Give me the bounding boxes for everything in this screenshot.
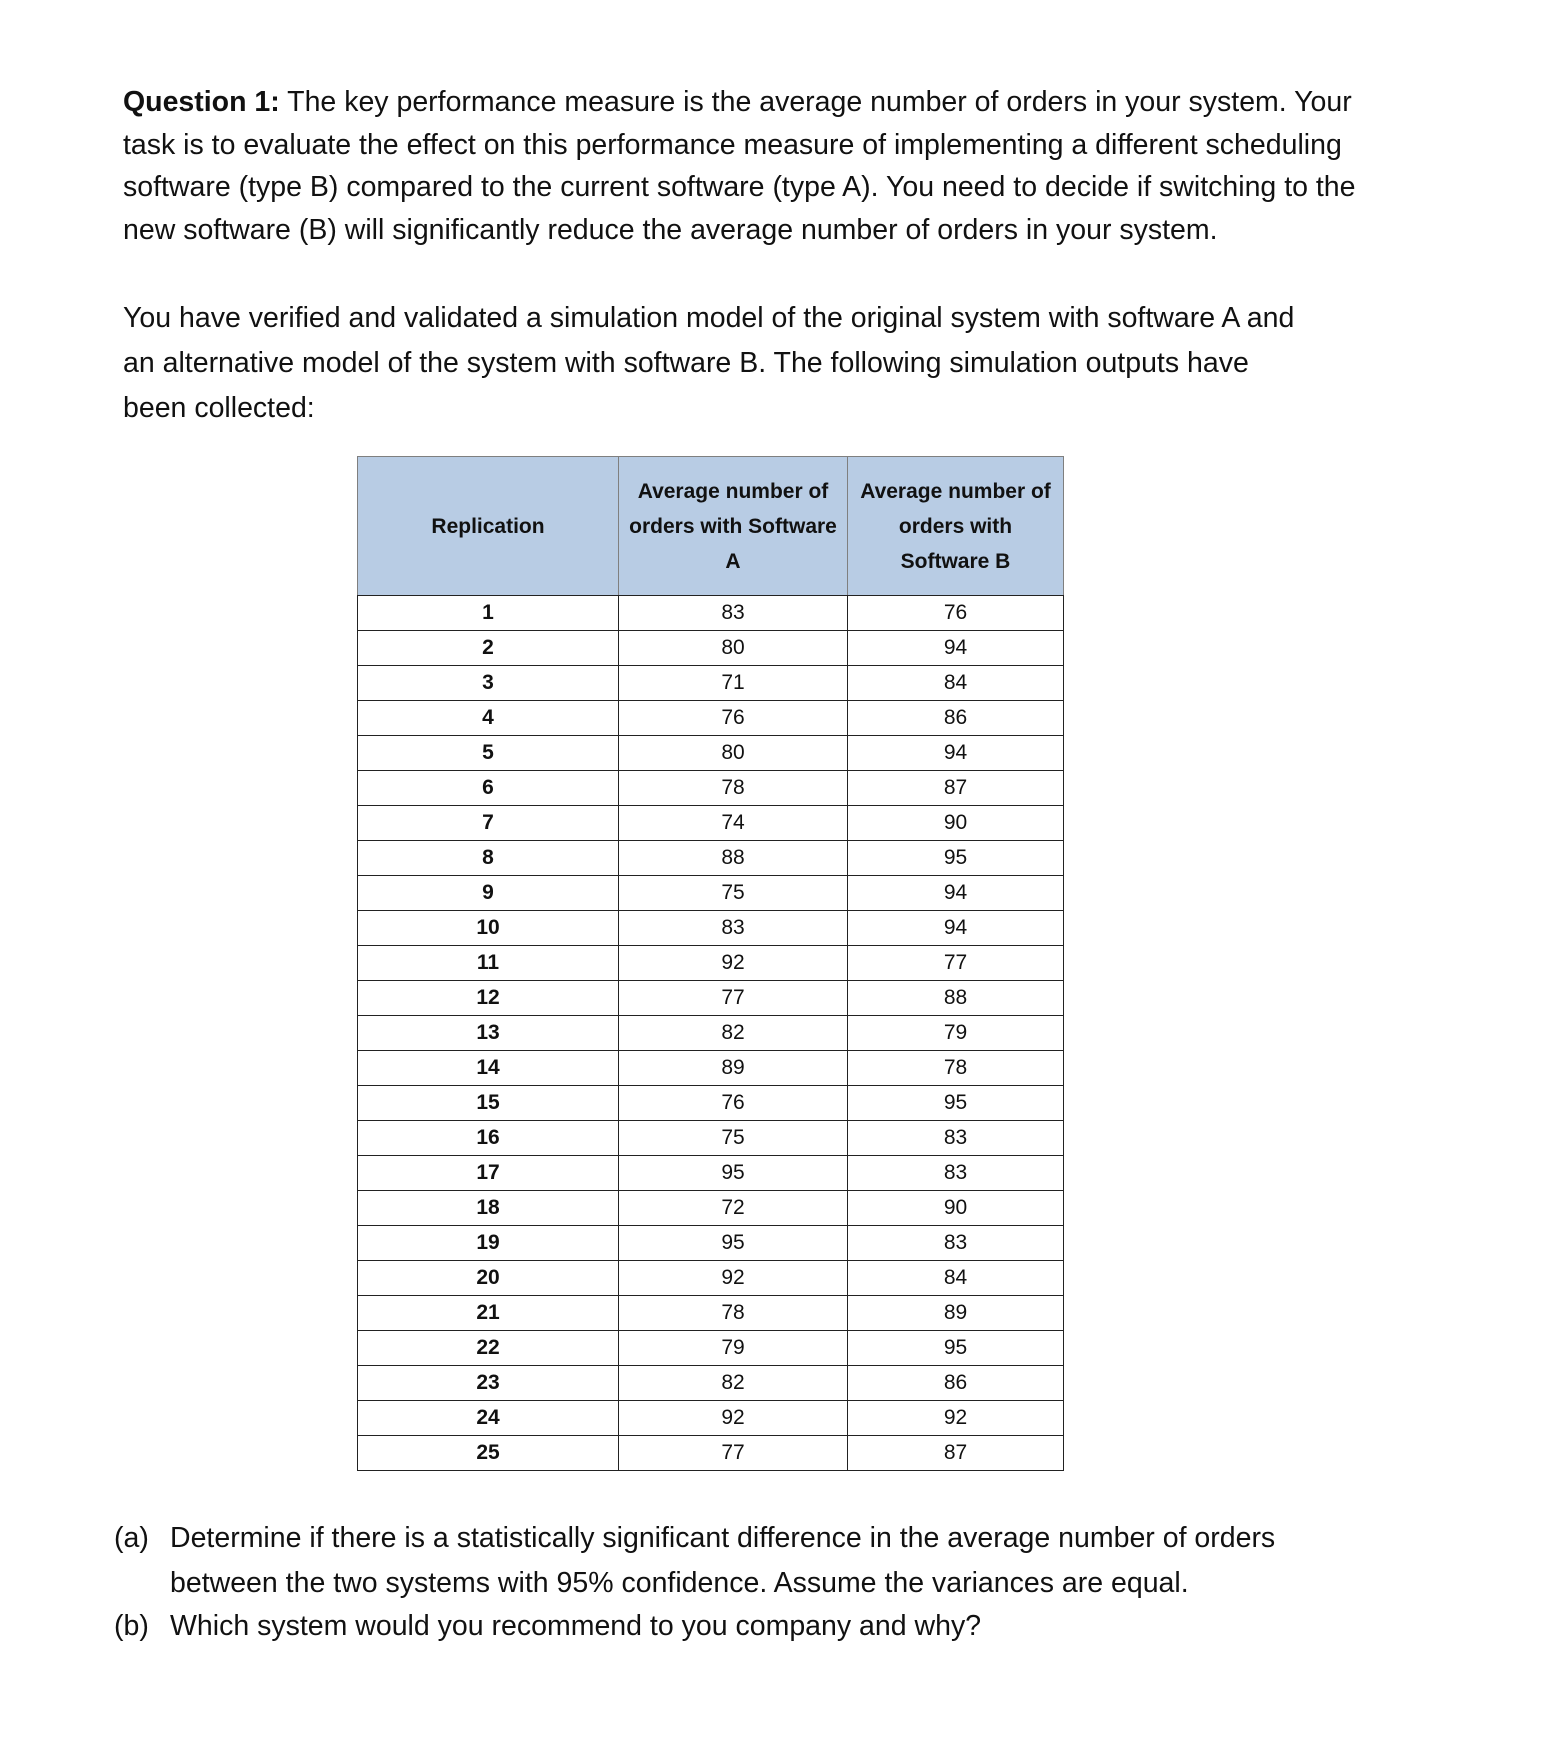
replication-cell: 13 — [358, 1016, 619, 1051]
software-b-cell: 95 — [848, 1331, 1064, 1366]
table-row — [358, 806, 1064, 841]
software-b-cell: 84 — [848, 666, 1064, 701]
header-replication: Replication — [358, 457, 619, 596]
software-b-cell: 83 — [848, 1121, 1064, 1156]
table-row — [358, 1051, 1064, 1086]
software-b-cell: 94 — [848, 911, 1064, 946]
software-a-cell: 92 — [619, 1261, 848, 1296]
question-label: Question 1: — [123, 86, 280, 118]
table-row — [358, 1331, 1064, 1366]
software-b-cell: 76 — [848, 596, 1064, 631]
software-b-cell: 95 — [848, 841, 1064, 876]
software-a-cell: 92 — [619, 946, 848, 981]
replication-cell: 22 — [358, 1331, 619, 1366]
software-b-cell: 94 — [848, 631, 1064, 666]
paragraph-line — [123, 88, 1352, 117]
software-a-cell: 95 — [619, 1226, 848, 1261]
replication-cell: 23 — [358, 1366, 619, 1401]
part-a-text-line: Determine if there is a statistically significant difference in the average number of orders — [170, 1522, 1276, 1554]
software-a-cell: 82 — [619, 1016, 848, 1051]
paragraph-line: software (type B) compared to the current software (type A). You need to decide if switching to the — [123, 171, 1356, 203]
part-a-label: (a) — [114, 1522, 149, 1554]
table-row — [358, 841, 1064, 876]
software-b-cell: 77 — [848, 946, 1064, 981]
software-b-cell: 86 — [848, 1366, 1064, 1401]
software-a-cell: 72 — [619, 1191, 848, 1226]
software-b-cell: 92 — [848, 1401, 1064, 1436]
paragraph-line: an alternative model of the system with software B. The following simulation outputs have — [123, 347, 1249, 379]
software-a-cell: 79 — [619, 1331, 848, 1366]
table-row — [358, 1121, 1064, 1156]
replication-cell: 4 — [358, 701, 619, 736]
software-b-cell: 90 — [848, 806, 1064, 841]
table-row — [358, 946, 1064, 981]
replication-cell: 9 — [358, 876, 619, 911]
software-b-cell: 84 — [848, 1261, 1064, 1296]
replication-cell: 17 — [358, 1156, 619, 1191]
table-row — [358, 1296, 1064, 1331]
replication-cell: 3 — [358, 666, 619, 701]
replication-cell: 7 — [358, 806, 619, 841]
replication-cell: 15 — [358, 1086, 619, 1121]
software-a-cell: 89 — [619, 1051, 848, 1086]
software-a-cell: 92 — [619, 1401, 848, 1436]
software-a-cell: 77 — [619, 981, 848, 1016]
paragraph-line: been collected: — [123, 392, 315, 424]
software-a-cell: 82 — [619, 1366, 848, 1401]
table-row — [358, 1156, 1064, 1191]
table-row — [358, 736, 1064, 771]
table-row — [358, 666, 1064, 701]
table-row — [358, 1401, 1064, 1436]
software-a-cell: 71 — [619, 666, 848, 701]
replication-cell: 19 — [358, 1226, 619, 1261]
part-b-text-line: Which system would you recommend to you company and why? — [170, 1610, 982, 1642]
software-a-cell: 78 — [619, 771, 848, 806]
header-software-b: Average number of orders with Software B — [848, 457, 1064, 596]
software-b-cell: 88 — [848, 981, 1064, 1016]
replication-cell: 2 — [358, 631, 619, 666]
software-b-cell: 94 — [848, 876, 1064, 911]
replication-cell: 24 — [358, 1401, 619, 1436]
software-b-cell: 83 — [848, 1226, 1064, 1261]
table-row — [358, 1191, 1064, 1226]
software-b-cell: 79 — [848, 1016, 1064, 1051]
software-b-cell: 90 — [848, 1191, 1064, 1226]
table-row — [358, 1366, 1064, 1401]
table-row — [358, 596, 1064, 631]
table-row — [358, 876, 1064, 911]
software-b-cell: 95 — [848, 1086, 1064, 1121]
replication-cell: 6 — [358, 771, 619, 806]
simulation-output-table — [357, 456, 1064, 1471]
part-b-label: (b) — [114, 1610, 149, 1642]
software-a-cell: 77 — [619, 1436, 848, 1471]
replication-cell: 11 — [358, 946, 619, 981]
table-row — [358, 1086, 1064, 1121]
replication-cell: 21 — [358, 1296, 619, 1331]
software-b-cell: 83 — [848, 1156, 1064, 1191]
part-a-text-line: between the two systems with 95% confidence. Assume the variances are equal. — [170, 1567, 1189, 1599]
replication-cell: 16 — [358, 1121, 619, 1156]
table-header-row — [358, 457, 1064, 596]
header-software-a: Average number of orders with Software A — [619, 457, 848, 596]
software-a-cell: 80 — [619, 736, 848, 771]
replication-cell: 12 — [358, 981, 619, 1016]
software-a-cell: 88 — [619, 841, 848, 876]
software-a-cell: 75 — [619, 1121, 848, 1156]
software-a-cell: 80 — [619, 631, 848, 666]
table-row — [358, 1226, 1064, 1261]
replication-cell: 1 — [358, 596, 619, 631]
line-text: The key performance measure is the average number of orders in your system. Your — [279, 86, 1352, 118]
replication-cell: 8 — [358, 841, 619, 876]
software-b-cell: 87 — [848, 1436, 1064, 1471]
table-row — [358, 1261, 1064, 1296]
software-a-cell: 76 — [619, 701, 848, 736]
paragraph-line: new software (B) will significantly reduce the average number of orders in your system. — [123, 214, 1218, 246]
table-row — [358, 771, 1064, 806]
table-row — [358, 981, 1064, 1016]
software-b-cell: 94 — [848, 736, 1064, 771]
software-a-cell: 76 — [619, 1086, 848, 1121]
table-row — [358, 1436, 1064, 1471]
software-a-cell: 75 — [619, 876, 848, 911]
table-row — [358, 1016, 1064, 1051]
software-a-cell: 78 — [619, 1296, 848, 1331]
software-a-cell: 83 — [619, 596, 848, 631]
table-row — [358, 701, 1064, 736]
software-b-cell: 87 — [848, 771, 1064, 806]
replication-cell: 10 — [358, 911, 619, 946]
software-b-cell: 89 — [848, 1296, 1064, 1331]
replication-cell: 14 — [358, 1051, 619, 1086]
table-row — [358, 911, 1064, 946]
replication-cell: 18 — [358, 1191, 619, 1226]
replication-cell: 20 — [358, 1261, 619, 1296]
software-a-cell: 95 — [619, 1156, 848, 1191]
paragraph-line: task is to evaluate the effect on this performance measure of implementing a different scheduling — [123, 129, 1342, 161]
software-b-cell: 86 — [848, 701, 1064, 736]
table-row — [358, 631, 1064, 666]
paragraph-line: You have verified and validated a simulation model of the original system with software A and — [123, 302, 1295, 334]
software-b-cell: 78 — [848, 1051, 1064, 1086]
replication-cell: 5 — [358, 736, 619, 771]
software-a-cell: 74 — [619, 806, 848, 841]
replication-cell: 25 — [358, 1436, 619, 1471]
software-a-cell: 83 — [619, 911, 848, 946]
